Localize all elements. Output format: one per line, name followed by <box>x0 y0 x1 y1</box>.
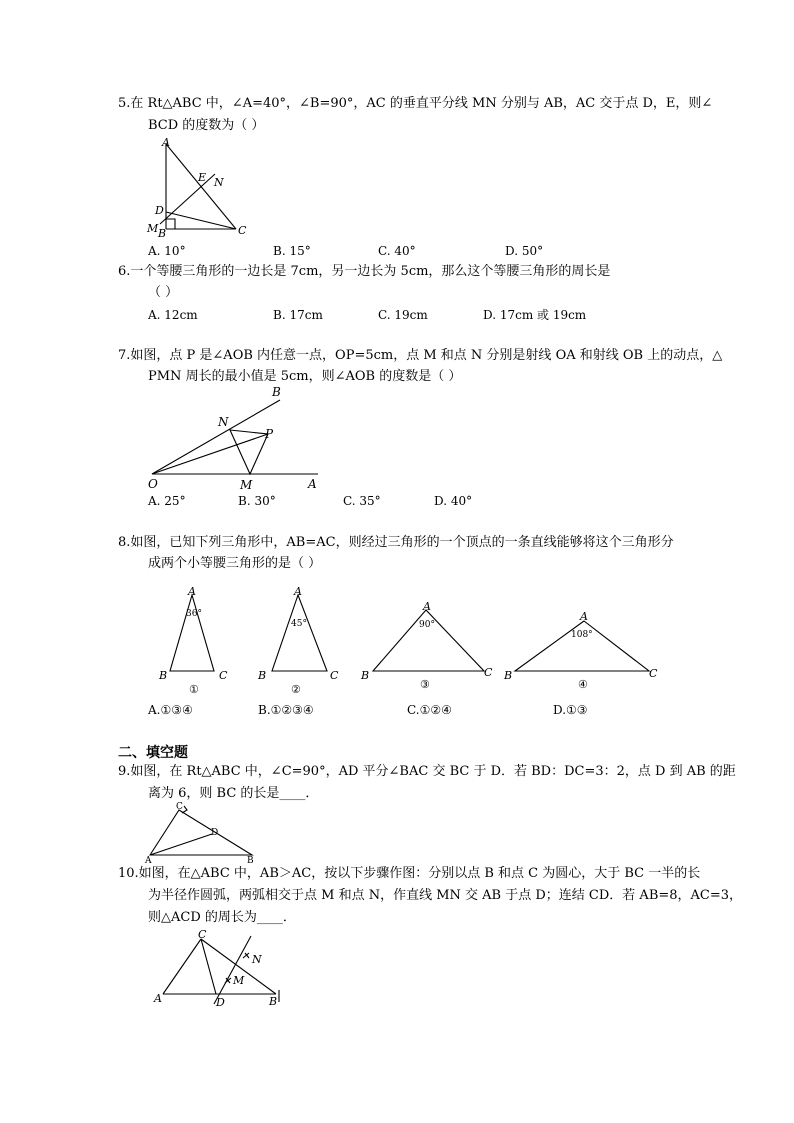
q7-label-a: A <box>308 477 317 491</box>
q6-option-c: C. 19cm <box>378 308 428 322</box>
q8-figure-1 <box>155 583 235 696</box>
q9-label-d: D <box>211 828 219 838</box>
q8-fig3-label-b: B <box>361 669 370 682</box>
q5-label-e: E <box>198 171 207 184</box>
q7-label-m: M <box>240 478 253 492</box>
q5-label-b: B <box>158 227 167 240</box>
q10-label-d: D <box>216 996 225 1009</box>
q8-text-line1: 8.如图，已知下列三角形中，AB=AC，则经过三角形的一个顶点的一条直线能够将这个三角形分 <box>118 535 674 550</box>
q6-option-b: B. 17cm <box>273 308 323 322</box>
q8-fig3-label-c: C <box>484 666 493 679</box>
q7-label-p: P <box>265 427 274 441</box>
q8-fig2-number: ② <box>291 683 301 696</box>
q9-text-line2: 离为 6，则 BC 的长是____． <box>148 786 319 801</box>
q9-figure <box>140 800 260 865</box>
section-fill-in-title: 二、填空题 <box>118 745 188 761</box>
q7-label-o: O <box>148 477 158 491</box>
q8-figure-2 <box>255 583 345 696</box>
q8-fig1-label-c: C <box>219 669 228 682</box>
q8-option-a: A.①③④ <box>148 703 193 717</box>
q10-label-m: M <box>233 974 245 987</box>
q5-option-d: D. 50° <box>505 244 544 258</box>
q10-label-b: B <box>269 995 278 1008</box>
q8-fig1-angle: 36° <box>186 609 202 619</box>
q8-fig3-angle: 90° <box>419 620 435 630</box>
q8-fig2-label-a: A <box>294 585 302 598</box>
q8-fig1-number: ① <box>189 683 199 696</box>
q7-label-b: B <box>272 385 281 399</box>
q8-fig1-label-b: B <box>159 669 168 682</box>
q9-text-line1: 9.如图，在 Rt△ABC 中，∠C=90°，AD 平分∠BAC 交 BC 于 D．若 BD：DC=3：2，点 D 到 AB 的距 <box>118 764 736 779</box>
q9-label-b: B <box>247 856 254 866</box>
q5-label-n: N <box>214 176 224 189</box>
q8-fig2-angle: 45° <box>291 619 307 629</box>
q8-option-c: C.①②④ <box>407 703 452 717</box>
q5-text-line2: BCD 的度数为（ ） <box>148 118 265 133</box>
q8-fig4-label-a: A <box>580 610 588 623</box>
q8-fig4-number: ④ <box>578 678 588 691</box>
q10-label-n: N <box>252 953 262 966</box>
q8-text-line2: 成两个小等腰三角形的是（ ） <box>148 556 322 571</box>
q8-fig2-label-b: B <box>258 669 267 682</box>
q7-figure <box>140 382 340 494</box>
q5-option-a: A. 10° <box>148 244 186 258</box>
q9-label-a: A <box>145 856 152 866</box>
q5-label-m: M <box>147 222 159 235</box>
q8-option-b: B.①②③④ <box>258 703 314 717</box>
q10-text-line1: 10.如图，在△ABC 中，AB＞AC，按以下步骤作图：分别以点 B 和点 C 为圆心，大于 BC 一半的长 <box>118 866 701 881</box>
q8-fig4-label-c: C <box>649 667 658 680</box>
q8-figure-3 <box>358 596 498 693</box>
q5-label-c: C <box>238 224 247 237</box>
q5-text-line1: 5.在 Rt△ABC 中，∠A=40°，∠B=90°，AC 的垂直平分线 MN 分别与 AB，AC 交于点 D，E，则∠ <box>118 96 713 111</box>
q6-option-a: A. 12cm <box>148 308 198 322</box>
q7-option-b: B. 30° <box>238 494 276 508</box>
q7-option-d: D. 40° <box>434 494 473 508</box>
q10-figure <box>148 926 288 1014</box>
q9-label-c: C <box>176 802 183 812</box>
q6-text-line1: 6.一个等腰三角形的一边长是 7cm，另一边长为 5cm，那么这个等腰三角形的周长是 <box>118 264 611 279</box>
q7-text-line1: 7.如图，点 P 是∠AOB 内任意一点，OP=5cm，点 M 和点 N 分别是射线 OA 和射线 OB 上的动点，△ <box>118 348 723 363</box>
q6-option-d: D. 17cm 或 19cm <box>483 308 587 322</box>
q10-text-line2: 为半径作圆弧，两弧相交于点 M 和点 N，作直线 MN 交 AB 于点 D；连结 CD．若 AB=8，AC=3， <box>148 888 743 903</box>
q8-fig1-label-a: A <box>188 585 196 598</box>
q7-label-n: N <box>218 415 229 429</box>
q5-label-a: A <box>162 136 170 149</box>
q8-fig3-number: ③ <box>420 678 430 691</box>
q8-fig2-label-c: C <box>330 669 339 682</box>
q6-text-line2: （ ） <box>148 285 179 300</box>
q10-label-a: A <box>154 992 162 1005</box>
q8-figure-4 <box>500 606 665 693</box>
q8-fig4-label-b: B <box>504 669 513 682</box>
q10-text-line3: 则△ACD 的周长为____． <box>148 910 296 925</box>
q10-label-c: C <box>198 928 207 941</box>
q5-option-c: C. 40° <box>378 244 416 258</box>
q5-label-d: D <box>155 204 164 217</box>
q8-fig4-angle: 108° <box>571 630 593 640</box>
q7-option-c: C. 35° <box>343 494 381 508</box>
q5-option-b: B. 15° <box>273 244 311 258</box>
q8-fig3-label-a: A <box>423 600 431 613</box>
q8-option-d: D.①③ <box>553 703 588 717</box>
q7-text-line2: PMN 周长的最小值是 5cm，则∠AOB 的度数是（ ） <box>148 369 462 384</box>
q7-option-a: A. 25° <box>148 494 186 508</box>
q5-figure <box>140 134 260 244</box>
